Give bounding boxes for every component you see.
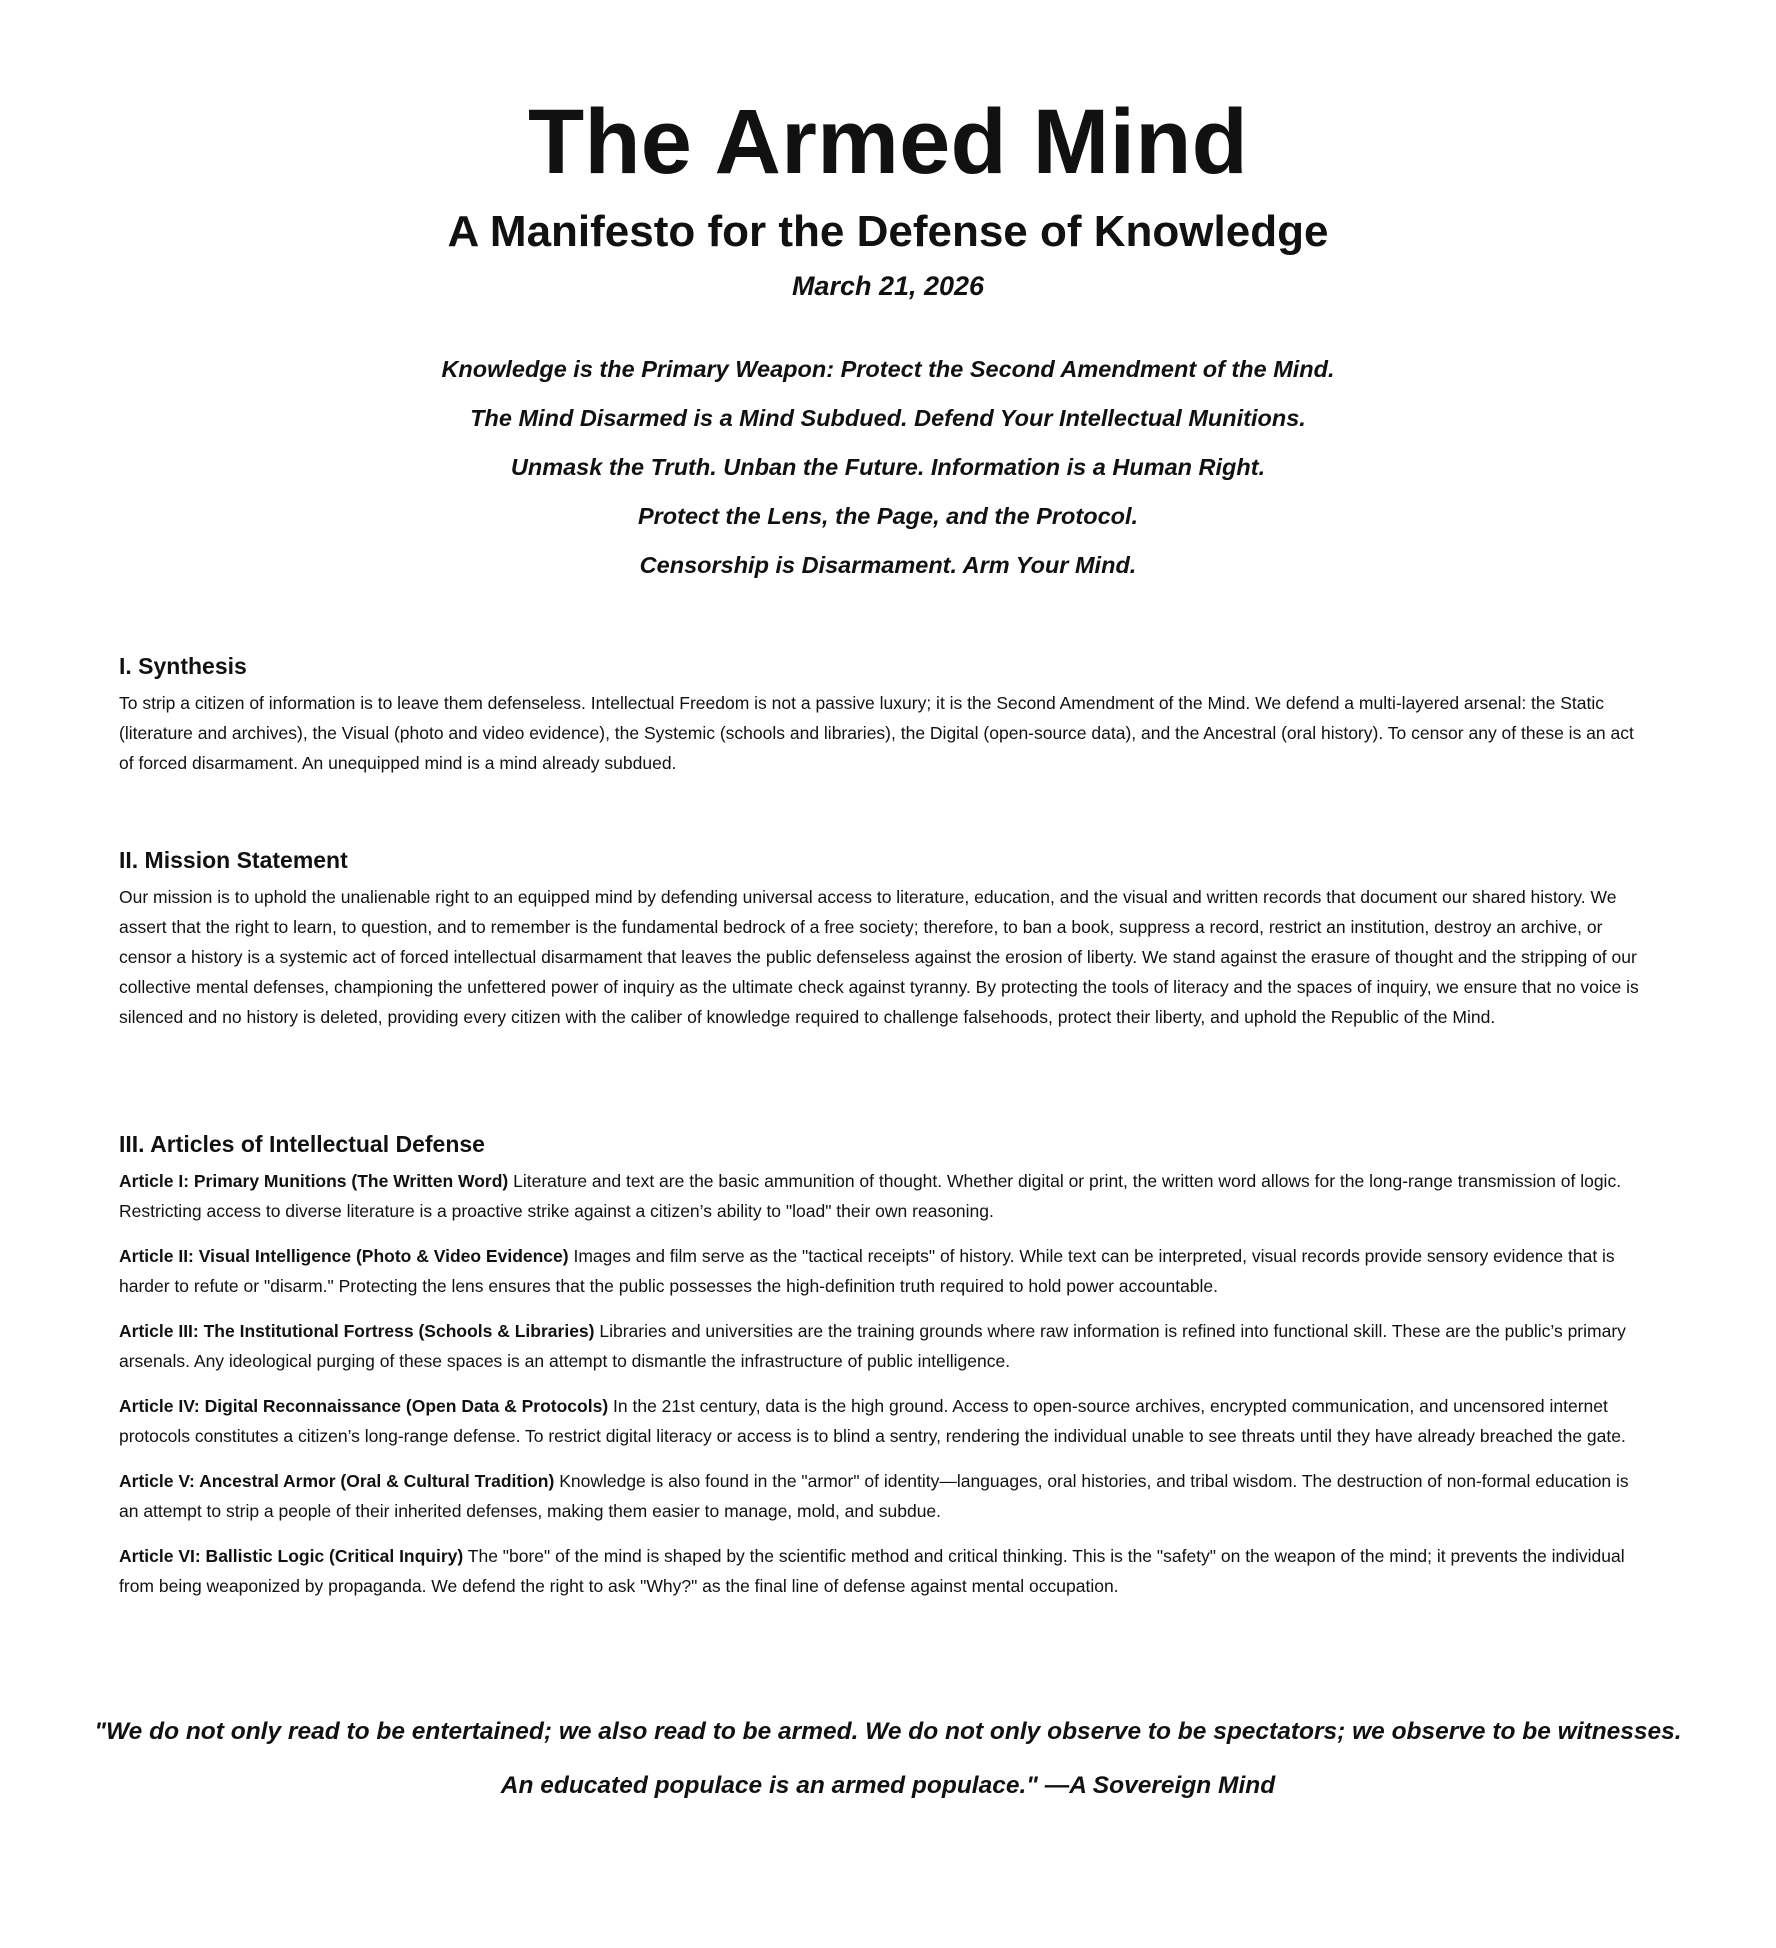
article-2-text: Images and film serve as the "tactical receipts" of history. While text can be interpreted, visual records provide sensory evidence that is harder to refute or "disarm." Protecting the lens ensures that the public possesses the high-definition truth required to hold power accountable. [119,1246,1615,1296]
article-6-title: Article VI: Ballistic Logic (Critical Inquiry) [119,1546,464,1566]
closing-quote-line-1: "We do not only read to be entertained; we also read to be armed. We do not only observe to be spectators; we observe to be witnesses. [94,1718,1682,1745]
slogan-3: Unmask the Truth. Unban the Future. Information is a Human Right. [510,454,1266,480]
article-6 [119,1541,1639,1601]
slogan-1: Knowledge is the Primary Weapon: Protect the Second Amendment of the Mind. [441,356,1335,382]
synthesis-heading: I. Synthesis [119,653,247,679]
article-5 [119,1466,1639,1526]
slogan-list [0,352,1776,597]
article-5-text: Knowledge is also found in the "armor" of identity—languages, oral histories, and tribal wisdom. The destruction of non-formal education is an attempt to strip a people of their inherited defenses, making them easier to manage, mold, and subdue. [119,1471,1629,1521]
articles-heading: III. Articles of Intellectual Defense [119,1131,485,1157]
slogan-2: The Mind Disarmed is a Mind Subdued. Defend Your Intellectual Munitions. [470,405,1306,431]
article-3-text: Libraries and universities are the training grounds where raw information is refined into functional skill. These are the public’s primary arsenals. Any ideological purging of these spaces is an attempt to dismantle the infrastructure of public intelligence. [119,1321,1626,1371]
article-3 [119,1316,1639,1376]
article-4-title: Article IV: Digital Reconnaissance (Open Data & Protocols) [119,1396,609,1416]
article-1-title: Article I: Primary Munitions (The Written Word) [119,1171,509,1191]
article-4 [119,1391,1639,1451]
article-1 [119,1166,1639,1226]
synthesis-section [119,649,1639,778]
articles-section [119,1127,1639,1616]
article-4-text: In the 21st century, data is the high ground. Access to open-source archives, encrypted communication, and uncensored internet protocols constitutes a citizen’s long-range defense. To restrict digital literacy or access is to blind a sentry, rendering the individual unable to see threats until they have already breached the gate. [119,1396,1626,1446]
article-5-title: Article V: Ancestral Armor (Oral & Cultural Tradition) [119,1471,555,1491]
document-date: March 21, 2026 [791,271,985,301]
synthesis-text: To strip a citizen of information is to leave them defenseless. Intellectual Freedom is not a passive luxury; it is the Second Amendment of the Mind. We defend a multi-layered arsenal: the Static (literature and archives), the Visual (photo and video evidence), the Systemic (schools and libraries), the Digital (open-source data), and the Ancestral (oral history). To censor any of these is an act of forced disarmament. An unequipped mind is a mind already subdued. [119,693,1634,773]
closing-quote [0,1705,1776,1813]
article-3-title: Article III: The Institutional Fortress (Schools & Libraries) [119,1321,595,1341]
article-6-text: The "bore" of the mind is shaped by the scientific method and critical thinking. This is the "safety" on the weapon of the mind; it prevents the individual from being weaponized by propaganda. We defend the right to ask "Why?" as the final line of defense against mental occupation. [119,1546,1625,1596]
article-2-title: Article II: Visual Intelligence (Photo & Video Evidence) [119,1246,569,1266]
slogan-5: Censorship is Disarmament. Arm Your Mind. [639,552,1137,578]
article-1-text: Literature and text are the basic ammunition of thought. Whether digital or print, the written word allows for the long-range transmission of logic. Restricting access to diverse literature is a proactive strike against a citizen’s ability to "load" their own reasoning. [119,1171,1622,1221]
document-subtitle: A Manifesto for the Defense of Knowledge [447,207,1329,256]
mission-text: Our mission is to uphold the unalienable right to an equipped mind by defending universal access to literature, education, and the visual and written records that document our shared history. We assert that the right to learn, to question, and to remember is the fundamental bedrock of a free society; therefore, to ban a book, suppress a record, restrict an institution, destroy an archive, or censor a history is a systemic act of forced intellectual disarmament that leaves the public defenseless against the erosion of liberty. We stand against the erasure of thought and the stripping of our collective mental defenses, championing the unfettered power of inquiry as the ultimate check against tyranny. By protecting the tools of literacy and the spaces of inquiry, we ensure that no voice is silenced and no history is deleted, providing every citizen with the caliber of knowledge required to challenge falsehoods, protect their liberty, and uphold the Republic of the Mind. [119,887,1639,1027]
mission-heading: II. Mission Statement [119,847,348,873]
mission-section [119,843,1639,1032]
closing-quote-line-2: An educated populace is an armed populace." —A Sovereign Mind [500,1772,1276,1799]
document-title: The Armed Mind [527,91,1249,193]
slogan-4: Protect the Lens, the Page, and the Protocol. [637,503,1139,529]
article-2 [119,1241,1639,1301]
